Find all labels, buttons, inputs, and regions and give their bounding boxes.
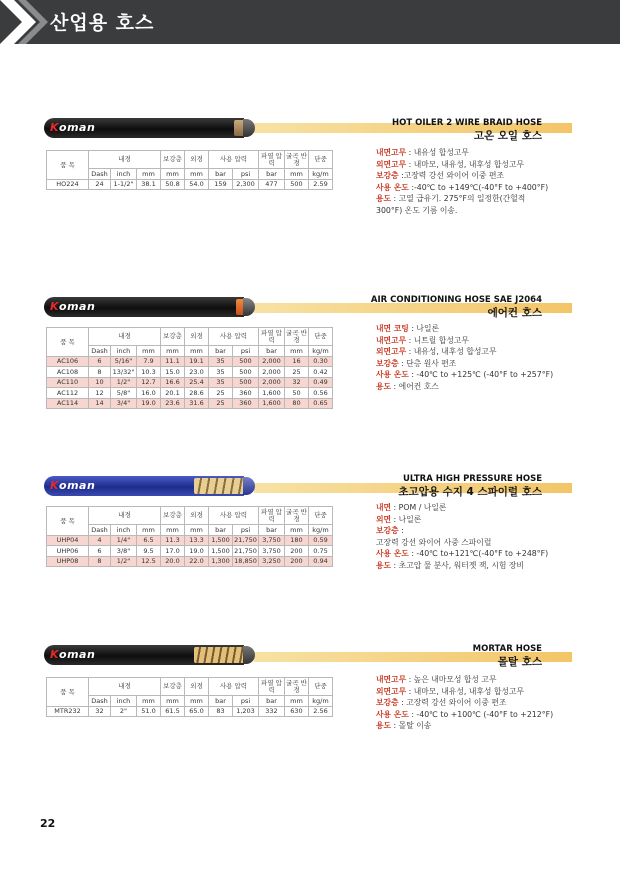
table-cell: 12	[89, 388, 111, 399]
unit-cell: mm	[161, 525, 185, 536]
unit-cell: mm	[137, 346, 161, 357]
product-code-cell: AC106	[47, 356, 89, 367]
table-cell: 3,750	[259, 535, 285, 546]
spec-line	[376, 720, 576, 732]
spec-value: : 높은 내마모성 합성 고무	[406, 675, 497, 684]
spec-value: : 고열 급유기. 275°F의 일정한(간헐적	[391, 194, 526, 204]
spec-value: : 내유성 합성고무	[406, 148, 469, 157]
table-cell: 1-1/2"	[111, 179, 137, 190]
table-cell: 3,250	[259, 556, 285, 567]
product-code-cell: UHP08	[47, 556, 89, 567]
spec-value: 고장력 강선 와이어 사중 스파이럴	[376, 537, 492, 547]
product-title-kr: 에어컨 호스	[487, 307, 542, 319]
spec-value: 300°F) 온도 기름 이송.	[376, 205, 458, 215]
table-cell: 3,750	[259, 546, 285, 557]
table-cell: 2,000	[259, 367, 285, 378]
col-header-bend: 굴곡 반경	[286, 152, 307, 167]
spec-label: 외면고무	[376, 686, 407, 696]
unit-cell: mm	[185, 346, 209, 357]
table-cell: 1,500	[209, 535, 233, 546]
table-cell: 14	[89, 398, 111, 409]
col-header-reinforce: 보강층	[161, 151, 185, 169]
table-cell: 8	[89, 556, 111, 567]
table-cell: 9.5	[137, 546, 161, 557]
table-cell: 0.42	[309, 367, 333, 378]
table-cell: 23.0	[185, 367, 209, 378]
table-cell: 4	[89, 535, 111, 546]
table-cell: 6	[89, 546, 111, 557]
table-row	[47, 356, 333, 367]
spec-value: : -40℃ to+121℃(-40°F to +248°F)	[408, 549, 549, 559]
table-cell: 0.59	[309, 535, 333, 546]
table-cell: 11.3	[161, 535, 185, 546]
spec-label: 용도	[376, 560, 392, 570]
unit-cell: mm	[137, 169, 161, 180]
spec-line	[376, 697, 576, 709]
product-code-cell: MTR232	[47, 706, 89, 717]
table-cell: 13.3	[185, 535, 209, 546]
unit-cell: inch	[111, 525, 137, 536]
unit-cell: mm	[185, 525, 209, 536]
col-header-weight: 단중	[309, 151, 333, 169]
unit-cell: Dash	[89, 346, 111, 357]
product-description	[376, 147, 576, 216]
table-cell: 19.1	[185, 356, 209, 367]
table-cell: 5/8"	[111, 388, 137, 399]
unit-cell: bar	[209, 525, 233, 536]
table-cell: 3/4"	[111, 398, 137, 409]
spec-value: : 내마모, 내유성, 내후성 합성고무	[406, 159, 525, 169]
table-cell: 332	[259, 706, 285, 717]
table-cell: 0.94	[309, 556, 333, 567]
col-header-weight: 단중	[309, 328, 333, 346]
table-cell: 10	[89, 377, 111, 388]
table-row	[47, 179, 333, 190]
table-cell: 24	[89, 179, 111, 190]
unit-cell: bar	[209, 346, 233, 357]
table-cell: 50.8	[161, 179, 185, 190]
product-title-en: ULTRA HIGH PRESSURE HOSE	[402, 474, 542, 484]
spec-label: 외면	[376, 514, 392, 524]
unit-cell: Dash	[89, 169, 111, 180]
product-title-kr: 몰탈 호스	[497, 656, 542, 668]
table-row	[47, 535, 333, 546]
col-header-burst: 파열 압력	[259, 328, 285, 346]
table-cell: 25	[209, 388, 233, 399]
spec-label: 외면고무	[376, 347, 407, 357]
table-cell: 477	[259, 179, 285, 190]
product-description	[376, 502, 576, 571]
col-header-pressure: 사용 압력	[209, 328, 259, 346]
spec-line	[376, 709, 576, 721]
unit-cell: mm	[285, 696, 309, 707]
spec-label: 용도	[376, 194, 392, 204]
page-header	[0, 0, 620, 44]
table-cell: 2,300	[233, 179, 259, 190]
spec-label: 보강층	[376, 698, 399, 708]
unit-cell: inch	[111, 169, 137, 180]
table-cell: 32	[285, 377, 309, 388]
table-cell: 20.1	[161, 388, 185, 399]
product-code-cell: AC114	[47, 398, 89, 409]
spec-label: 보강층	[376, 171, 399, 181]
spec-label: 내면	[376, 503, 392, 512]
unit-cell: mm	[285, 346, 309, 357]
unit-cell: bar	[259, 696, 285, 707]
table-cell: 0.30	[309, 356, 333, 367]
spec-value: :-40℃ to +149℃(-40°F to +400°F)	[408, 182, 549, 192]
spec-value: : 니트릴 합성고무	[406, 335, 469, 345]
col-header-reinforce: 보강층	[161, 328, 185, 346]
spec-value: : 몰탈 이송	[391, 721, 432, 731]
table-cell: 50	[285, 388, 309, 399]
table-cell: 21,750	[234, 546, 257, 555]
table-cell: 500	[233, 356, 259, 367]
table-cell: 25.4	[185, 377, 209, 388]
unit-cell: mm	[185, 696, 209, 707]
unit-cell: mm	[161, 169, 185, 180]
hose-image	[44, 645, 254, 665]
product-description	[376, 323, 576, 392]
table-cell: 28.6	[185, 388, 209, 399]
spec-line	[376, 346, 576, 358]
spec-value: : 단층 원사 편조	[398, 358, 457, 368]
table-cell: 2,000	[259, 356, 285, 367]
unit-cell: bar	[259, 169, 285, 180]
spec-line	[376, 537, 576, 549]
product-code-cell: AC112	[47, 388, 89, 399]
table-cell: 38.1	[137, 179, 161, 190]
spec-line	[376, 205, 576, 217]
table-cell: 500	[233, 367, 259, 378]
spec-line	[376, 170, 576, 182]
col-header-bend: 굴곡 반경	[286, 329, 307, 344]
spec-line	[376, 525, 576, 537]
spec-line	[376, 674, 576, 686]
table-cell: 0.49	[309, 377, 333, 388]
spec-line	[376, 193, 576, 205]
table-cell: 31.6	[185, 398, 209, 409]
spec-label: 내면고무	[376, 675, 407, 684]
table-cell: 23.6	[161, 398, 185, 409]
table-cell: 1,600	[259, 388, 285, 399]
spec-label: 사용 온도	[376, 182, 409, 192]
unit-cell: bar	[259, 525, 285, 536]
brand-logo: Koman	[50, 300, 96, 313]
col-header-weight: 단중	[309, 507, 333, 525]
unit-cell: inch	[111, 696, 137, 707]
brand-logo: Koman	[50, 121, 96, 134]
unit-cell: psi	[233, 169, 259, 180]
product-title-en: AIR CONDITIONING HOSE SAE J2064	[370, 295, 542, 305]
table-row	[47, 388, 333, 399]
table-row	[47, 398, 333, 409]
spec-label: 보강층	[376, 358, 399, 368]
table-cell: 2"	[111, 706, 137, 717]
product-code-cell: AC108	[47, 367, 89, 378]
table-cell: 1,500	[209, 546, 233, 557]
table-cell: 500	[233, 377, 259, 388]
col-header-outer: 외경	[185, 151, 209, 169]
spec-value: : 나일론	[408, 324, 440, 333]
spec-value: :고장력 강선 와이어 이중 편조	[398, 171, 505, 181]
spec-label: 보강층	[376, 526, 399, 536]
spec-label: 내면고무	[376, 148, 407, 157]
table-cell: 80	[285, 398, 309, 409]
col-header-pressure: 사용 압력	[209, 507, 259, 525]
unit-cell: mm	[137, 525, 161, 536]
table-cell: 500	[285, 179, 309, 190]
spec-line	[376, 182, 576, 194]
table-cell: 6.5	[137, 535, 161, 546]
unit-cell: mm	[161, 696, 185, 707]
table-cell: 35	[209, 377, 233, 388]
spec-table	[46, 327, 333, 409]
table-cell: 6	[89, 356, 111, 367]
spec-label: 사용 온도	[376, 709, 409, 719]
table-cell: 54.0	[185, 179, 209, 190]
table-cell: 360	[233, 398, 259, 409]
table-cell: 0.75	[309, 546, 333, 557]
product-code-cell: UHP04	[47, 535, 89, 546]
spec-value: :	[398, 526, 404, 536]
table-row	[47, 367, 333, 378]
spec-label: 용도	[376, 381, 392, 391]
hose-image	[44, 118, 254, 138]
col-header-inner: 내경	[89, 507, 161, 525]
table-cell: 2.59	[309, 179, 333, 190]
table-cell: 200	[285, 556, 309, 567]
table-cell: 10.3	[137, 367, 161, 378]
unit-cell: bar	[209, 696, 233, 707]
table-cell: 1,203	[233, 706, 259, 717]
col-header-inner: 내경	[89, 151, 161, 169]
col-header-item: 품 목	[47, 678, 89, 707]
unit-cell: kg/m	[309, 346, 333, 357]
hose-image	[44, 476, 254, 496]
table-cell: 1/4"	[111, 535, 137, 546]
table-cell: 65.0	[185, 706, 209, 717]
table-cell: 360	[233, 388, 259, 399]
table-cell: 1/2"	[111, 556, 137, 567]
col-header-item: 품 목	[47, 328, 89, 357]
product-title-en: MORTAR HOSE	[472, 644, 542, 654]
table-cell: 83	[209, 706, 233, 717]
spec-line	[376, 335, 576, 347]
spec-label: 외면고무	[376, 159, 407, 169]
unit-cell: kg/m	[309, 525, 333, 536]
spec-line	[376, 548, 576, 560]
unit-cell: psi	[233, 696, 259, 707]
col-header-item: 품 목	[47, 151, 89, 180]
table-cell: 7.9	[137, 356, 161, 367]
spec-line	[376, 502, 576, 514]
page-number: 22	[40, 817, 56, 830]
page-title: 산업용 호스	[50, 12, 155, 34]
col-header-weight: 단중	[309, 678, 333, 696]
spec-line	[376, 323, 576, 335]
table-cell: 0.65	[309, 398, 333, 409]
table-cell: 2,000	[259, 377, 285, 388]
table-cell: 1,600	[259, 398, 285, 409]
spec-label: 사용 온도	[376, 549, 409, 559]
unit-cell: mm	[161, 346, 185, 357]
col-header-inner: 내경	[89, 678, 161, 696]
table-cell: 32	[89, 706, 111, 717]
table-cell: 16.6	[161, 377, 185, 388]
spec-label: 용도	[376, 721, 392, 731]
table-cell: 1,300	[209, 556, 233, 567]
spec-line	[376, 514, 576, 526]
table-cell: 22.0	[185, 556, 209, 567]
product-title-en: HOT OILER 2 WIRE BRAID HOSE	[392, 118, 542, 128]
table-cell: 20.0	[161, 556, 185, 567]
col-header-burst: 파열 압력	[259, 678, 285, 696]
spec-line	[376, 147, 576, 159]
product-title-kr: 고온 오일 호스	[473, 130, 542, 142]
table-cell: 12.5	[137, 556, 161, 567]
spec-table	[46, 506, 333, 567]
table-cell: 13/32"	[111, 367, 137, 378]
table-cell: 3/8"	[111, 546, 137, 557]
table-cell: 18,850	[234, 557, 257, 565]
table-cell: 8	[89, 367, 111, 378]
table-row	[47, 546, 333, 557]
table-cell: 35	[209, 356, 233, 367]
col-header-outer: 외경	[185, 507, 209, 525]
table-cell: 51.0	[137, 706, 161, 717]
col-header-pressure: 사용 압력	[209, 151, 259, 169]
col-header-item: 품 목	[47, 507, 89, 536]
unit-cell: mm	[285, 169, 309, 180]
table-cell: 21,750	[234, 536, 257, 544]
col-header-inner: 내경	[89, 328, 161, 346]
col-header-bend: 굴곡 반경	[286, 679, 307, 694]
spec-value: : POM / 나일론	[391, 503, 447, 512]
unit-cell: kg/m	[309, 169, 333, 180]
table-cell: 16.0	[137, 388, 161, 399]
table-row	[47, 377, 333, 388]
table-cell: 25	[209, 398, 233, 409]
unit-cell: psi	[233, 346, 259, 357]
table-row	[47, 556, 333, 567]
spec-line	[376, 369, 576, 381]
table-cell: 200	[285, 546, 309, 557]
unit-cell: kg/m	[309, 696, 333, 707]
table-cell: 2.56	[309, 706, 333, 717]
spec-value: : 내마모, 내유성, 내후성 합성고무	[406, 686, 525, 696]
brand-logo: Koman	[50, 648, 96, 661]
unit-cell: Dash	[89, 525, 111, 536]
table-cell: 19.0	[185, 546, 209, 557]
table-cell: 17.0	[161, 546, 185, 557]
brand-logo: Koman	[50, 479, 96, 492]
unit-cell: Dash	[89, 696, 111, 707]
table-cell: 19.0	[137, 398, 161, 409]
product-code-cell: AC110	[47, 377, 89, 388]
spec-line	[376, 560, 576, 572]
product-description	[376, 674, 576, 732]
unit-cell: bar	[209, 169, 233, 180]
spec-label: 내면 코팅	[376, 324, 409, 333]
col-header-burst: 파열 압력	[259, 151, 285, 169]
col-header-burst: 파열 압력	[259, 507, 285, 525]
table-cell: 16	[285, 356, 309, 367]
spec-value: : 나일론	[391, 514, 422, 524]
table-cell: 25	[285, 367, 309, 378]
spec-value: : 초고압 물 분사, 워터젯 잭, 시험 장비	[391, 560, 524, 570]
unit-cell: mm	[285, 525, 309, 536]
spec-label: 내면고무	[376, 335, 407, 345]
spec-value: : -40℃ to +100℃ (-40°F to +212°F)	[408, 709, 554, 719]
table-cell: 11.1	[161, 356, 185, 367]
spec-label: 사용 온도	[376, 370, 409, 380]
chevron-decoration-icon	[0, 0, 52, 44]
table-cell: 35	[209, 367, 233, 378]
col-header-reinforce: 보강층	[161, 678, 185, 696]
table-cell: 5/16"	[111, 356, 137, 367]
col-header-pressure: 사용 압력	[209, 678, 259, 696]
spec-value: : -40℃ to +125℃ (-40°F to +257°F)	[408, 370, 554, 380]
spec-line	[376, 381, 576, 393]
unit-cell: bar	[259, 346, 285, 357]
spec-value: : 고장력 강선 와이어 이중 편조	[398, 698, 507, 708]
table-row	[47, 706, 333, 717]
table-cell: 61.5	[161, 706, 185, 717]
col-header-reinforce: 보강층	[161, 507, 185, 525]
table-cell: 15.0	[161, 367, 185, 378]
table-cell: 159	[209, 179, 233, 190]
spec-line	[376, 686, 576, 698]
product-code-cell: HO224	[47, 179, 89, 190]
unit-cell: mm	[137, 696, 161, 707]
table-cell: 180	[285, 535, 309, 546]
spec-value: : 내유성, 내후성 합성고무	[406, 347, 497, 357]
spec-line	[376, 358, 576, 370]
product-code-cell: UHP06	[47, 546, 89, 557]
spec-line	[376, 159, 576, 171]
spec-value: : 에어컨 호스	[391, 381, 439, 391]
unit-cell: inch	[111, 346, 137, 357]
col-header-outer: 외경	[185, 678, 209, 696]
unit-cell: mm	[185, 169, 209, 180]
table-cell: 0.56	[309, 388, 333, 399]
col-header-outer: 외경	[185, 328, 209, 346]
unit-cell: psi	[233, 525, 259, 536]
hose-image	[44, 297, 254, 317]
table-cell: 630	[285, 706, 309, 717]
spec-table	[46, 677, 333, 717]
product-title-kr: 초고압용 수지 4 스파이럴 호스	[398, 486, 542, 498]
spec-table	[46, 150, 333, 190]
table-cell: 1/2"	[111, 377, 137, 388]
table-cell: 12.7	[137, 377, 161, 388]
col-header-bend: 굴곡 반경	[286, 508, 307, 523]
